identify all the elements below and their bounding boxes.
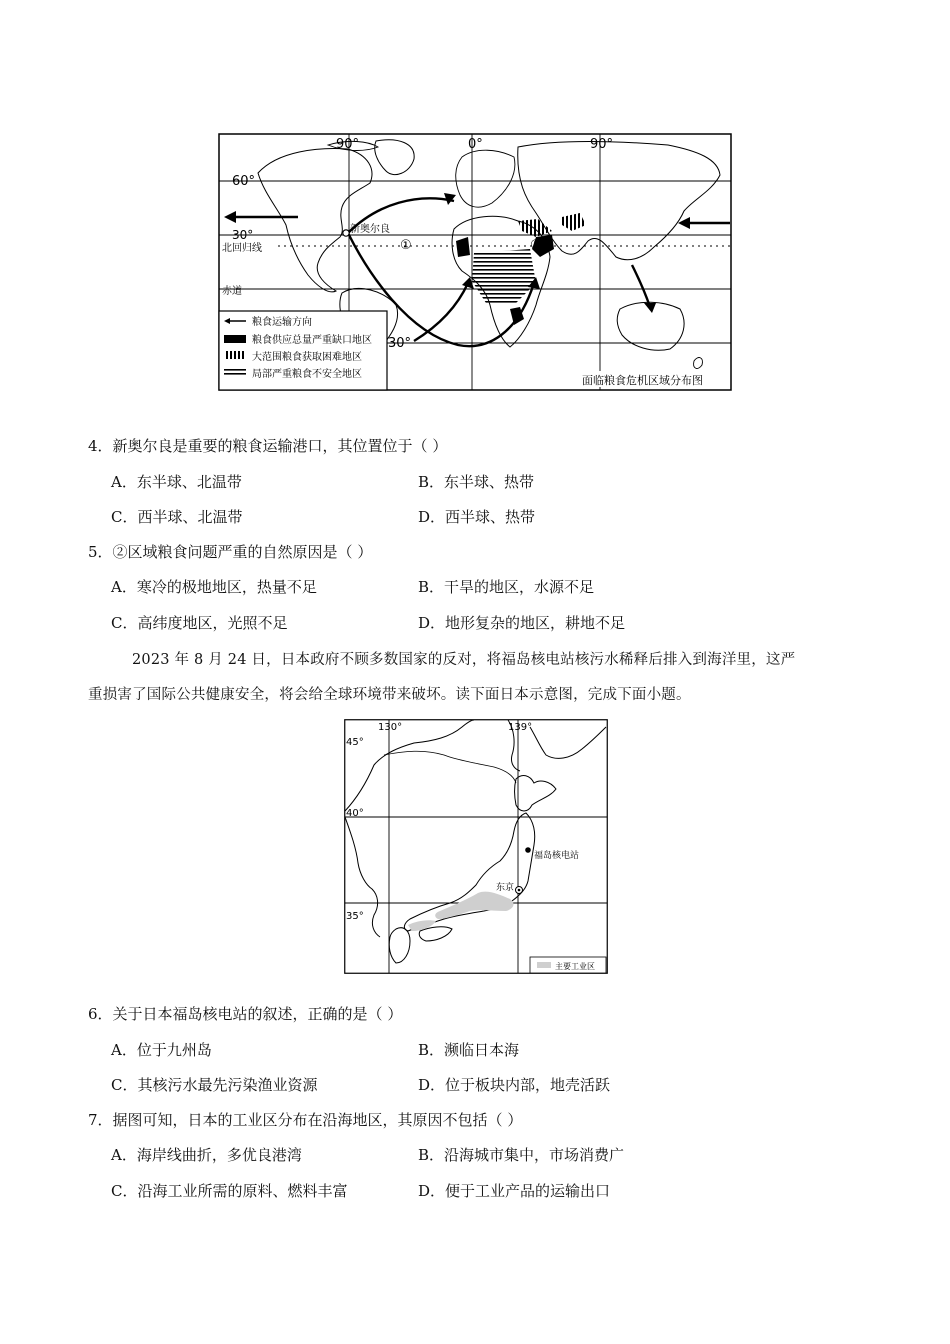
map1-legend-insecure: 局部严重粮食不安全地区 (252, 369, 362, 380)
map1-tropic-label: 北回归线 (222, 243, 262, 254)
map2-plant-label: 福岛核电站 (534, 851, 580, 861)
question-4-stem: 4．新奥尔良是重要的粮食运输港口，其位置位于（ ） (88, 437, 448, 455)
question-4-option-a[interactable]: A．东半球、北温带 (111, 473, 242, 491)
map2-lat-35: 35° (346, 911, 364, 922)
map1-legend-transport: 粮食运输方向 (252, 317, 312, 328)
passage-line-2: 重损害了国际公共健康安全，将会给全球环境带来破坏。读下面日本示意图，完成下面小题。 (88, 687, 691, 703)
map1-legend-shortage: 粮食供应总量严重缺口地区 (252, 335, 372, 346)
question-5-option-b[interactable]: B．干旱的地区，水源不足 (418, 578, 595, 596)
question-6-option-c[interactable]: C．其核污水最先污染渔业资源 (111, 1076, 318, 1094)
map2-lon-130: 130° (378, 722, 403, 733)
question-7-option-a[interactable]: A．海岸线曲折，多优良港湾 (111, 1146, 302, 1164)
map1-legend-access: 大范围粮食获取困难地区 (252, 352, 362, 363)
map2-tokyo-label: 东京 (496, 883, 515, 893)
question-6-stem: 6．关于日本福岛核电站的叙述，正确的是（ ） (88, 1005, 403, 1023)
question-4-option-d[interactable]: D．西半球、热带 (418, 508, 536, 526)
question-5-option-a[interactable]: A．寒冷的极地地区，热量不足 (111, 578, 317, 596)
map1-region-1: ① (400, 238, 412, 253)
map2-lat-40: 40° (346, 808, 364, 819)
map1-lat-30n: 30° (232, 228, 254, 242)
japan-map (344, 719, 608, 974)
question-6-option-d[interactable]: D．位于板块内部，地壳活跃 (418, 1076, 611, 1094)
map1-equator-label: 赤道 (222, 286, 242, 297)
question-5-option-c[interactable]: C．高纬度地区，光照不足 (111, 614, 288, 632)
map2-legend-industrial: 主要工业区 (555, 962, 595, 971)
map1-lat-60: 60° (232, 174, 256, 189)
map1-lon-90w: 90° (336, 137, 360, 152)
question-4-option-c[interactable]: C．西半球、北温带 (111, 508, 243, 526)
question-7-option-d[interactable]: D．便于工业产品的运输出口 (418, 1182, 611, 1200)
map2-lon-139: 139° (508, 722, 533, 733)
food-crisis-map (218, 133, 732, 391)
map2-lat-45: 45° (346, 737, 364, 748)
passage-line-1: 2023 年 8 月 24 日，日本政府不顾多数国家的反对，将福岛核电站核污水稀释后排入到海洋里，这严 (132, 652, 796, 668)
map1-lon-0: 0° (468, 137, 483, 152)
map1-caption: 面临粮食危机区域分布图 (582, 374, 703, 387)
map1-lon-90e: 90° (590, 137, 614, 152)
question-7-option-b[interactable]: B．沿海城市集中，市场消费广 (418, 1146, 625, 1164)
question-7-option-c[interactable]: C．沿海工业所需的原料、燃料丰富 (111, 1182, 348, 1200)
question-5-stem: 5．②区域粮食问题严重的自然原因是（ ） (88, 543, 373, 561)
map1-lat-30s: 30° (388, 336, 412, 351)
question-4-option-b[interactable]: B．东半球、热带 (418, 473, 535, 491)
question-6-option-b[interactable]: B．濒临日本海 (418, 1041, 520, 1059)
map1-region-3: ③ (530, 238, 542, 253)
question-5-option-d[interactable]: D．地形复杂的地区，耕地不足 (418, 614, 626, 632)
question-6-option-a[interactable]: A．位于九州岛 (111, 1041, 212, 1059)
map1-city-label: 新奥尔良 (350, 224, 390, 235)
question-7-stem: 7．据图可知，日本的工业区分布在沿海地区，其原因不包括（ ） (88, 1111, 523, 1129)
